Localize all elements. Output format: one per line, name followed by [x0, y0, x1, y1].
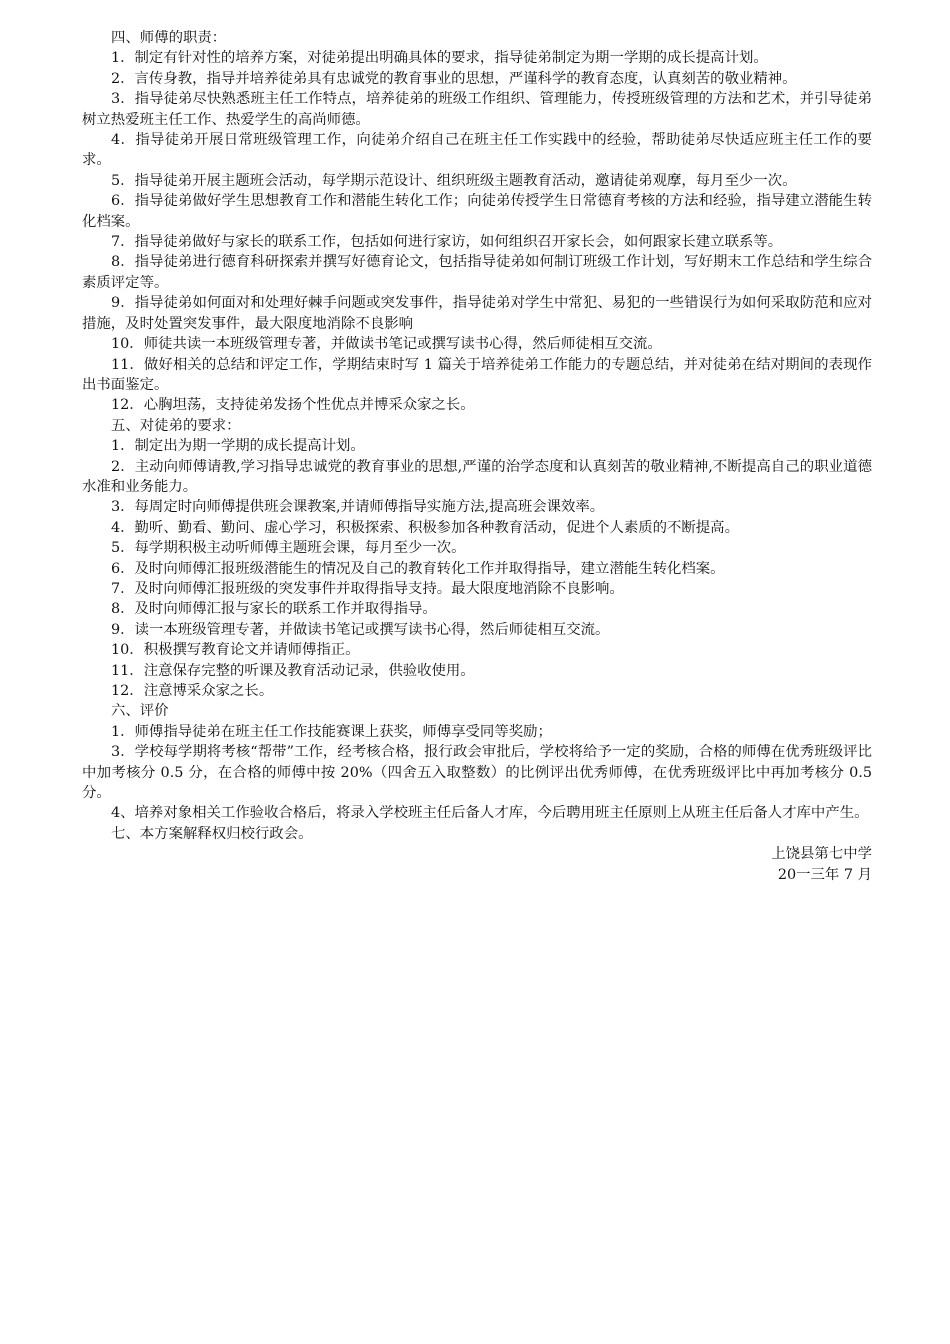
duty-item-12: 12．心胸坦荡，支持徒弟发扬个性优点并博采众家之长。	[111, 397, 475, 414]
duty-item-1: 1．制定有针对性的培养方案，对徒弟提出明确具体的要求，指导徒弟制定为期一学期的成长提高计划。	[111, 50, 768, 67]
duty-item-2: 2．言传身教，指导并培养徒弟具有忠诚党的教育事业的思想，严谨科学的教育态度，认真刻苦的敬业精神。	[111, 70, 797, 87]
requirement-item-8: 8．及时向师傅汇报与家长的联系工作并取得指导。	[111, 601, 437, 618]
evaluation-item-1: 1．师傅指导徒弟在班主任工作技能赛课上获奖，师傅享受同等奖励；	[111, 723, 552, 740]
requirement-item-3: 3．每周定时向师傅提供班会课教案,并请师傅指导实施方法,提高班会课效率。	[111, 499, 605, 516]
section-heading-duties: 四、师傅的职责：	[111, 30, 227, 46]
signature-school: 上饶县第七中学	[771, 846, 872, 863]
signature-date: 20一三年 7 月	[777, 866, 872, 883]
section-heading-requirements: 五、对徒弟的要求：	[111, 417, 241, 434]
duty-item-5: 5．指导徒弟开展主题班会活动，每学期示范设计、组织班级主题教育活动，邀请徒弟观摩，每月至少一次。	[111, 172, 797, 189]
requirement-item-1: 1．制定出为期一学期的成长提高计划。	[111, 438, 365, 455]
requirement-item-9: 9．读一本班级管理专著，并做读书笔记或撰写读书心得，然后师徒相互交流。	[111, 621, 610, 638]
document-page	[82, 28, 872, 885]
duty-item-6: 6．指导徒弟做好学生思想教育工作和潜能生转化工作；向徒弟传授学生日常德育考核的方法和经验，指导建立潜能生转化档案。	[82, 193, 872, 230]
requirement-item-12: 12．注意博采众家之长。	[111, 683, 274, 699]
requirement-item-10: 10．积极撰写教育论文并请师傅指正。	[111, 642, 360, 659]
requirement-item-11: 11．注意保存完整的听课及教育活动记录，供验收使用。	[111, 662, 475, 679]
duty-item-3: 3．指导徒弟尽快熟悉班主任工作特点，培养徒弟的班级工作组织、管理能力，传授班级管理的方法和艺术，并引导徒弟树立热爱班主任工作、热爱学生的高尚师德。	[82, 91, 872, 128]
requirement-item-2: 2．主动向师傅请教,学习指导忠诚党的教育事业的思想,严谨的治学态度和认真刻苦的敬业精神,不断提高自己的职业道德水准和业务能力。	[82, 458, 872, 495]
requirement-item-6: 6．及时向师傅汇报班级潜能生的情况及自己的教育转化工作并取得指导，建立潜能生转化档案。	[111, 560, 725, 577]
duty-item-4: 4．指导徒弟开展日常班级管理工作，向徒弟介绍自己在班主任工作实践中的经验，帮助徒弟尽快适应班主任工作的要求。	[82, 132, 872, 169]
requirement-item-7: 7．及时向师傅汇报班级的突发事件并取得指导支持。最大限度地消除不良影响。	[111, 580, 624, 597]
requirement-item-4: 4．勤听、勤看、勤问、虚心学习，积极探索、积极参加各种教育活动，促进个人素质的不断提高。	[111, 519, 739, 536]
section-heading-closing: 七、本方案解释权归校行政会。	[111, 825, 313, 842]
duty-item-9: 9．指导徒弟如何面对和处理好棘手问题或突发事件，指导徒弟对学生中常犯、易犯的一些错误行为如何采取防范和应对措施，及时处置突发事件，最大限度地消除不良影响	[82, 295, 872, 332]
evaluation-item-4: 4、培养对象相关工作验收合格后，将录入学校班主任后备人才库，今后聘用班主任原则上从班主任后备人才库中产生。	[111, 805, 869, 822]
requirement-item-5: 5．每学期积极主动听师傅主题班会课，每月至少一次。	[111, 540, 466, 557]
duty-item-8: 8．指导徒弟进行德育科研探索并撰写好德育论文，包括指导徒弟如何制订班级工作计划，写好期末工作总结和学生综合素质评定等。	[82, 254, 872, 291]
duty-item-7: 7．指导徒弟做好与家长的联系工作，包括如何进行家访，如何组织召开家长会，如何跟家长建立联系等。	[111, 234, 783, 251]
duty-item-11: 11．做好相关的总结和评定工作，学期结束时写 1 篇关于培养徒弟工作能力的专题总结，并对徒弟在结对期间的表现作出书面鉴定。	[82, 356, 872, 393]
section-heading-evaluation: 六、评价	[111, 703, 169, 720]
evaluation-item-3: 3．学校每学期将考核“帮带”工作，经考核合格，报行政会审批后，学校将给予一定的奖励，合格的师傅在优秀班级评比中加考核分 0.5 分，在合格的师傅中按 20%（四舍五入取整数）的比例评出优秀师傅，在优秀班级评比中再加考核分 0.5 分。	[82, 744, 872, 802]
duty-item-10: 10．师徒共读一本班级管理专著，并做读书笔记或撰写读书心得，然后师徒相互交流。	[111, 336, 662, 353]
